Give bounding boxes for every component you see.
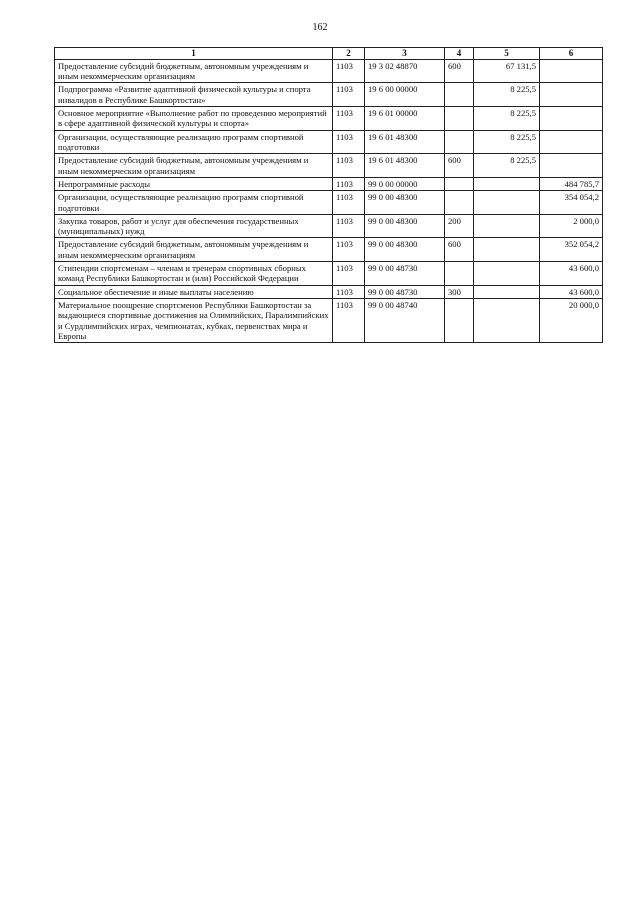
section-code-cell: 1103: [333, 83, 365, 107]
amount-col5-cell: 8 225,5: [474, 154, 540, 178]
expense-type-cell: 600: [445, 59, 474, 83]
table-row: [55, 107, 603, 131]
section-code-cell: 1103: [333, 238, 365, 262]
table-row: [55, 154, 603, 178]
amount-col5-cell: [474, 299, 540, 343]
amount-col6-cell: 352 054,2: [540, 238, 603, 262]
expense-name-cell: Социальное обеспечение и иные выплаты населению: [55, 285, 333, 298]
amount-col6-cell: 354 054,2: [540, 191, 603, 215]
header-cell-1: 1: [55, 48, 333, 60]
table-row: [55, 299, 603, 343]
section-code-cell: 1103: [333, 299, 365, 343]
amount-col5-cell: 67 131,5: [474, 59, 540, 83]
expense-name-cell: Предоставление субсидий бюджетным, автономным учреждениям и иным некоммерческим организациям: [55, 238, 333, 262]
section-code-cell: 1103: [333, 154, 365, 178]
table-row: [55, 177, 603, 190]
expense-name-cell: Предоставление субсидий бюджетным, автономным учреждениям и иным некоммерческим организациям: [55, 59, 333, 83]
expense-name-cell: Основное мероприятие «Выполнение работ по проведению мероприятий в сфере адаптивной физической культуры и спорта»: [55, 107, 333, 131]
target-article-cell: 99 0 00 48730: [365, 285, 445, 298]
section-code-cell: 1103: [333, 59, 365, 83]
table-row: [55, 238, 603, 262]
amount-col6-cell: 43 600,0: [540, 285, 603, 298]
amount-col6-cell: 43 600,0: [540, 262, 603, 286]
amount-col6-cell: 2 000,0: [540, 214, 603, 238]
amount-col5-cell: [474, 262, 540, 286]
expense-type-cell: [445, 177, 474, 190]
header-cell-2: 2: [333, 48, 365, 60]
expense-type-cell: 200: [445, 214, 474, 238]
amount-col6-cell: [540, 154, 603, 178]
table-row: [55, 214, 603, 238]
section-code-cell: 1103: [333, 177, 365, 190]
amount-col5-cell: [474, 177, 540, 190]
table-row: [55, 83, 603, 107]
header-cell-5: 5: [474, 48, 540, 60]
amount-col6-cell: [540, 107, 603, 131]
table-body: [55, 59, 603, 343]
amount-col6-cell: [540, 83, 603, 107]
page-number: 162: [312, 22, 328, 33]
header-cell-3: 3: [365, 48, 445, 60]
table-row: [55, 262, 603, 286]
target-article-cell: 99 0 00 00000: [365, 177, 445, 190]
target-article-cell: 99 0 00 48300: [365, 214, 445, 238]
amount-col6-cell: [540, 130, 603, 154]
section-code-cell: 1103: [333, 262, 365, 286]
section-code-cell: 1103: [333, 130, 365, 154]
amount-col5-cell: [474, 285, 540, 298]
expense-type-cell: 600: [445, 154, 474, 178]
expense-name-cell: Организации, осуществляющие реализацию программ спортивной подготовки: [55, 130, 333, 154]
expense-type-cell: [445, 191, 474, 215]
expense-name-cell: Закупка товаров, работ и услуг для обеспечения государственных (муниципальных) нужд: [55, 214, 333, 238]
target-article-cell: 99 0 00 48730: [365, 262, 445, 286]
amount-col5-cell: 8 225,5: [474, 107, 540, 131]
expense-name-cell: Материальное поощрение спортсменов Республики Башкортостан за выдающиеся спортивные достижения на Олимпийских, Паралимпийских и Сурдлимпийских играх, чемпионатах, кубках, первенствах мира и Европы: [55, 299, 333, 343]
amount-col5-cell: 8 225,5: [474, 83, 540, 107]
target-article-cell: 19 6 01 00000: [365, 107, 445, 131]
amount-col5-cell: [474, 191, 540, 215]
amount-col6-cell: [540, 59, 603, 83]
budget-table: [54, 47, 603, 343]
amount-col5-cell: [474, 214, 540, 238]
header-cell-4: 4: [445, 48, 474, 60]
amount-col5-cell: [474, 238, 540, 262]
expense-name-cell: Подпрограмма «Развитие адаптивной физической культуры и спорта инвалидов в Республике Башкортостан»: [55, 83, 333, 107]
expense-name-cell: Предоставление субсидий бюджетным, автономным учреждениям и иным некоммерческим организациям: [55, 154, 333, 178]
target-article-cell: 99 0 00 48740: [365, 299, 445, 343]
expense-name-cell: Непрограммные расходы: [55, 177, 333, 190]
expense-name-cell: Стипендии спортсменам – членам и тренерам спортивных сборных команд Республики Башкортостан и (или) Российской Федерации: [55, 262, 333, 286]
expense-type-cell: 600: [445, 238, 474, 262]
expense-name-cell: Организации, осуществляющие реализацию программ спортивной подготовки: [55, 191, 333, 215]
table-row: [55, 191, 603, 215]
amount-col6-cell: 484 785,7: [540, 177, 603, 190]
header-cell-6: 6: [540, 48, 603, 60]
section-code-cell: 1103: [333, 191, 365, 215]
expense-type-cell: [445, 262, 474, 286]
amount-col5-cell: 8 225,5: [474, 130, 540, 154]
section-code-cell: 1103: [333, 285, 365, 298]
target-article-cell: 99 0 00 48300: [365, 238, 445, 262]
amount-col6-cell: 20 000,0: [540, 299, 603, 343]
expense-type-cell: [445, 83, 474, 107]
table-row: [55, 130, 603, 154]
target-article-cell: 19 6 01 48300: [365, 154, 445, 178]
section-code-cell: 1103: [333, 214, 365, 238]
expense-type-cell: [445, 130, 474, 154]
expense-type-cell: [445, 299, 474, 343]
target-article-cell: 19 6 01 48300: [365, 130, 445, 154]
target-article-cell: 99 0 00 48300: [365, 191, 445, 215]
header-row: [55, 48, 603, 60]
table-row: [55, 285, 603, 298]
table-row: [55, 59, 603, 83]
target-article-cell: 19 3 02 48870: [365, 59, 445, 83]
expense-type-cell: [445, 107, 474, 131]
section-code-cell: 1103: [333, 107, 365, 131]
expense-type-cell: 300: [445, 285, 474, 298]
target-article-cell: 19 6 00 00000: [365, 83, 445, 107]
